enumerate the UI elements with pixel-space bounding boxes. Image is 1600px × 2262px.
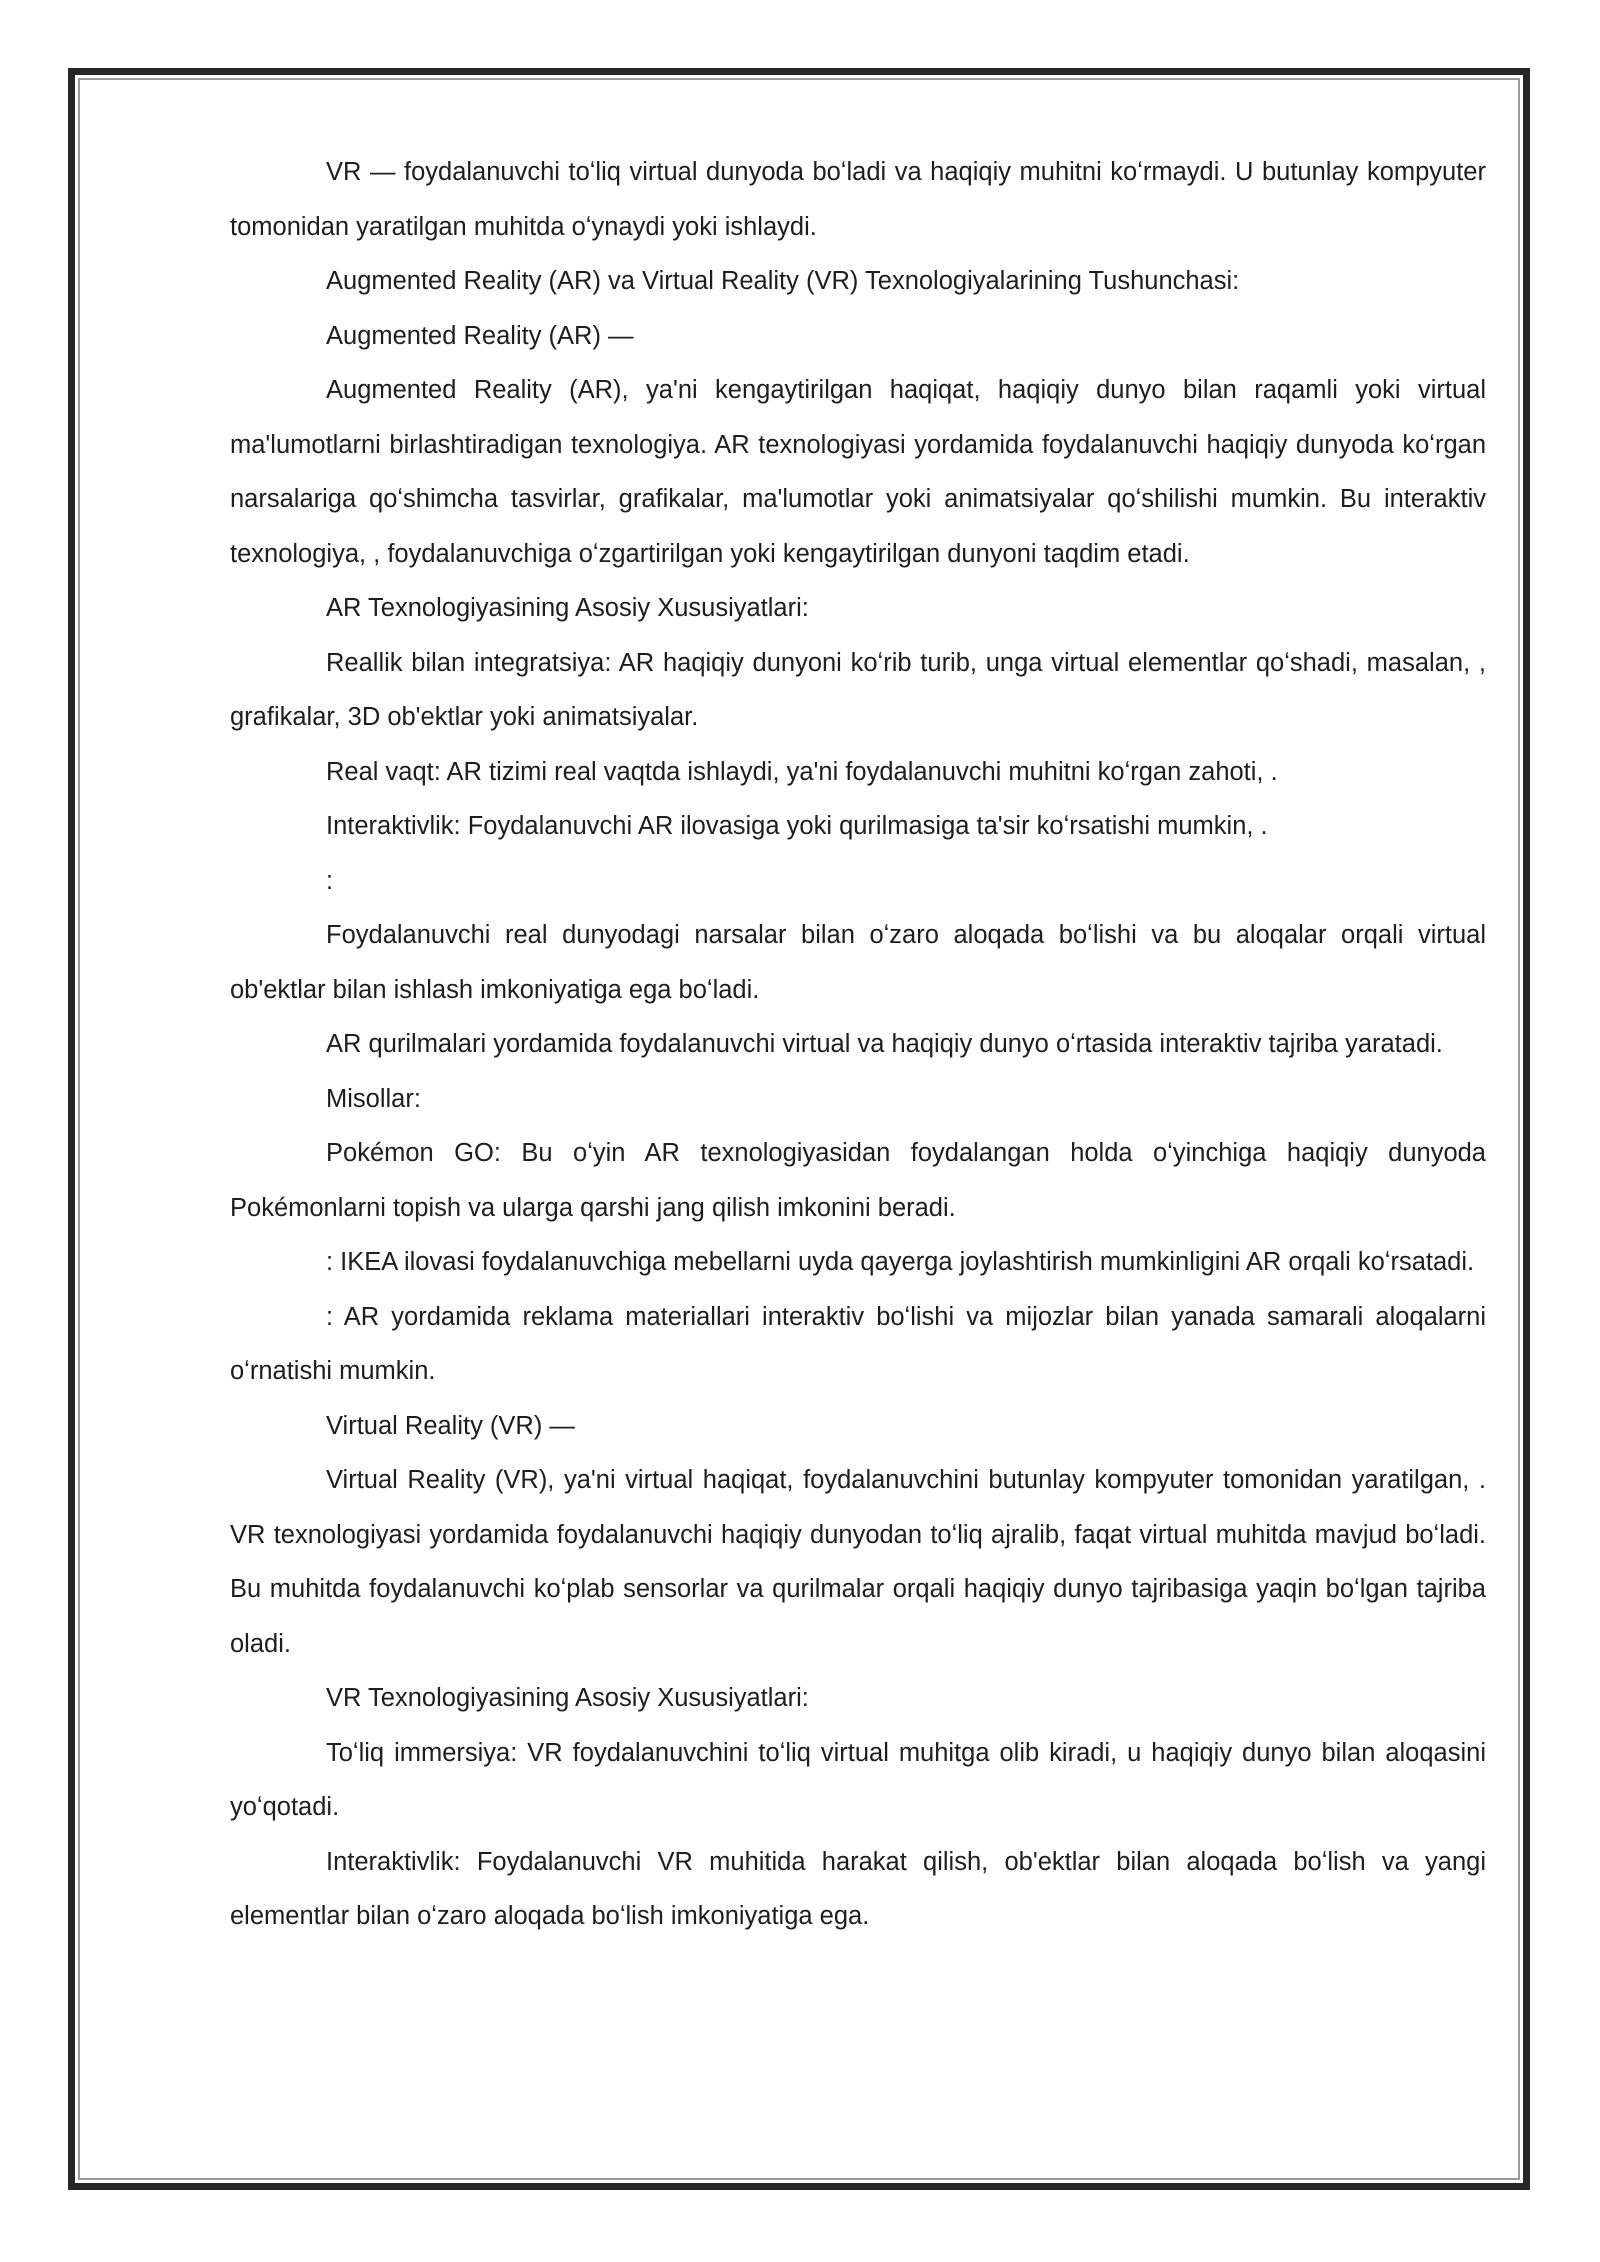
paragraph-examples-heading: Misollar: xyxy=(326,1084,421,1113)
paragraph-ar-devices: AR qurilmalari yordamida foydalanuvchi virtual va haqiqiy dunyo oʻrtasida interaktiv tajriba yaratadi. xyxy=(326,1030,1443,1058)
paragraph-concepts-heading: Augmented Reality (AR) va Virtual Reality (VR) Texnologiyalarining Tushunchasi: xyxy=(326,267,1240,295)
paragraph-vr-intro: VR — foydalanuvchi toʻliq virtual dunyoda boʻladi va haqiqiy muhitni koʻrmaydi. U butunlay kompyuter tomonidan yaratilgan muhitda oʻynaydi yoki ishlaydi. xyxy=(230,158,1486,241)
paragraph-ar-integration: Reallik bilan integratsiya: AR haqiqiy dunyoni koʻrib turib, unga virtual elementlar qoʻshadi, masalan, , grafikalar, 3D ob'ektlar yoki animatsiyalar. xyxy=(230,648,1486,731)
paragraph-ar-realtime: Real vaqt: AR tizimi real vaqtda ishlaydi, ya'ni foydalanuvchi muhitni koʻrgan zahoti, . xyxy=(326,757,1278,786)
paragraph-ar-features-heading: AR Texnologiyasining Asosiy Xususiyatlari: xyxy=(326,594,809,622)
paragraph-vr-heading: Virtual Reality (VR) — xyxy=(326,1411,575,1440)
paragraph-ar-definition: Augmented Reality (AR), ya'ni kengaytirilgan haqiqat, haqiqiy dunyo bilan raqamli yoki virtual ma'lumotlarni birlashtiradigan texnologiya. AR texnologiyasi yordamida foydalanuvchi haqiqiy dunyoda koʻrgan narsalariga qoʻshimcha tasvirlar, grafikalar, ma'lumotlar yoki animatsiyalar qoʻshilishi mumkin. Bu interaktiv texnologiya, , foydalanuvchiga oʻzgartirilgan yoki kengaytirilgan dunyoni taqdim etadi. xyxy=(230,376,1486,568)
paragraph-example-ikea: : IKEA ilovasi foydalanuvchiga mebellarni uyda qayerga joylashtirish mumkinligini AR orqali koʻrsatadi. xyxy=(326,1248,1475,1276)
paragraph-example-pokemon: Pokémon GO: Bu oʻyin AR texnologiyasidan foydalangan holda oʻyinchiga haqiqiy dunyoda Pokémonlarni topish va ularga qarshi jang qilish imkonini beradi. xyxy=(230,1139,1486,1222)
paragraph-vr-features-heading: VR Texnologiyasining Asosiy Xususiyatlari: xyxy=(326,1684,809,1712)
paragraph-example-advertising: : AR yordamida reklama materiallari interaktiv boʻlishi va mijozlar bilan yanada samarali aloqalarni oʻrnatishi mumkin. xyxy=(230,1302,1486,1385)
paragraph-vr-definition: Virtual Reality (VR), ya'ni virtual haqiqat, foydalanuvchini butunlay kompyuter tomonidan yaratilgan, . VR texnologiyasi yordamida foydalanuvchi haqiqiy dunyodan toʻliq ajralib, faqat virtual muhitda mavjud boʻladi. Bu muhitda foydalanuvchi koʻplab sensorlar va qurilmalar orqali haqiqiy dunyo tajribasiga yaqin boʻlgan tajriba oladi. xyxy=(230,1466,1486,1658)
paragraph-colon: : xyxy=(326,866,334,895)
document-body xyxy=(230,145,1486,1944)
paragraph-ar-interactivity: Interaktivlik: Foydalanuvchi AR ilovasiga yoki qurilmasiga ta'sir koʻrsatishi mumkin, . xyxy=(326,812,1268,840)
paragraph-ar-user-interaction: Foydalanuvchi real dunyodagi narsalar bilan oʻzaro aloqada boʻlishi va bu aloqalar orqali virtual ob'ektlar bilan ishlash imkoniyatiga ega boʻladi. xyxy=(230,921,1486,1004)
paragraph-ar-heading: Augmented Reality (AR) — xyxy=(326,321,634,350)
paragraph-vr-interactivity: Interaktivlik: Foydalanuvchi VR muhitida harakat qilish, ob'ektlar bilan aloqada boʻlish va yangi elementlar bilan oʻzaro aloqada boʻlish imkoniyatiga ega. xyxy=(230,1847,1486,1930)
paragraph-vr-immersion: Toʻliq immersiya: VR foydalanuvchini toʻliq virtual muhitga olib kiradi, u haqiqiy dunyo bilan aloqasini yoʻqotadi. xyxy=(230,1738,1486,1821)
